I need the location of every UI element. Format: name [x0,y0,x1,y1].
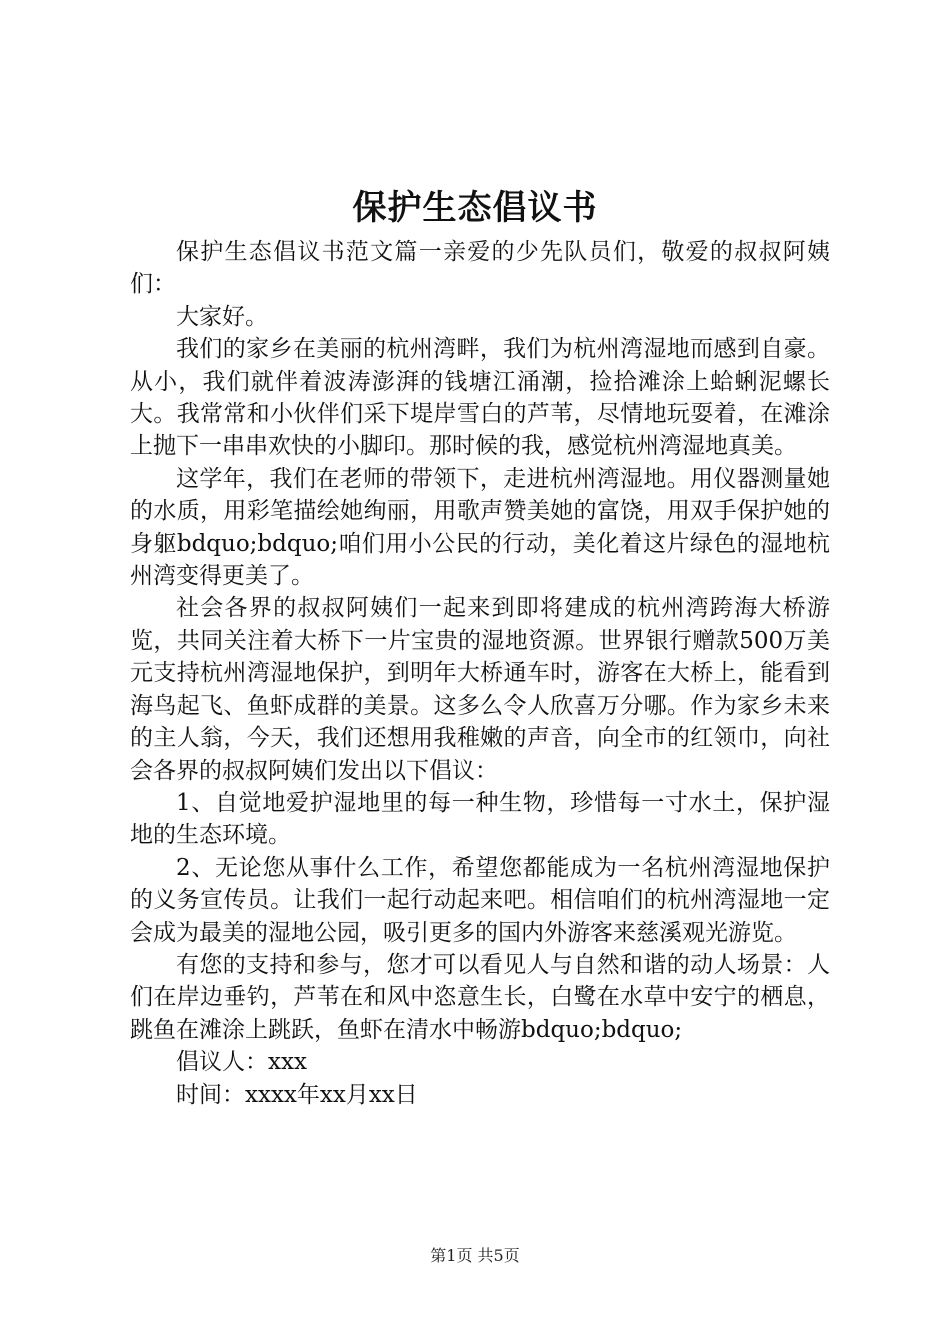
paragraph-greeting: 大家好。 [176,303,268,330]
page-footer: 第1页 共5页 [430,1246,520,1265]
paragraph-proposal-2: 2、无论您从事什么工作，希望您都能成为一名杭州湾湿地保护的义务宣传员。让我们一起行动起来吧。相信咱们的杭州湾湿地一定会成为最美的湿地公园，吸引更多的国内外游客来慈溪观光游览。 [130,854,830,946]
document-title: 保护生态倡议书 [352,188,598,228]
paragraph-vision: 有您的支持和参与，您才可以看见人与自然和谐的动人场景：人们在岸边垂钓，芦苇在和风中恣意生长，白鹭在水草中安宁的栖息，跳鱼在滩涂上跳跃，鱼虾在清水中畅游bdquo;bdquo; [130,951,830,1043]
paragraph-date: 时间：xxxx年xx月xx日 [176,1081,418,1108]
paragraph-salutation: 保护生态倡议书范文篇一亲爱的少先队员们，敬爱的叔叔阿姨们： [130,239,830,298]
paragraph-community: 社会各界的叔叔阿姨们一起来到即将建成的杭州湾跨海大桥游览，共同关注着大桥下一片宝贵的湿地资源。世界银行赠款500万美元支持杭州湾湿地保护，到明年大桥通车时，游客在大桥上，能看到海鸟起飞、鱼虾成群的美景。这多么令人欣喜万分哪。作为家乡未来的主人翁，今天，我们还想用我稚嫩的声音，向全市的红领巾，向社会各界的叔叔阿姨们发出以下倡议： [130,595,830,784]
document-body [130,236,830,1111]
paragraph-proposal-1: 1、自觉地爱护湿地里的每一种生物，珍惜每一寸水土，保护湿地的生态环境。 [130,789,830,849]
paragraph-initiator: 倡议人：xxx [176,1049,307,1076]
paragraph-hometown: 我们的家乡在美丽的杭州湾畔，我们为杭州湾湿地而感到自豪。从小，我们就伴着波涛澎湃的钱塘江涌潮，捡拾滩涂上蛤蜊泥螺长大。我常常和小伙伴们采下堤岸雪白的芦苇，尽情地玩耍着，在滩涂上抛下一串串欢快的小脚印。那时候的我，感觉杭州湾湿地真美。 [130,336,830,460]
paragraph-school-year: 这学年，我们在老师的带领下，走进杭州湾湿地。用仪器测量她的水质，用彩笔描绘她绚丽，用歌声赞美她的富饶，用双手保护她的身躯bdquo;bdquo;咱们用小公民的行动，美化着这片绿色的湿地杭州湾变得更美了。 [130,465,830,590]
